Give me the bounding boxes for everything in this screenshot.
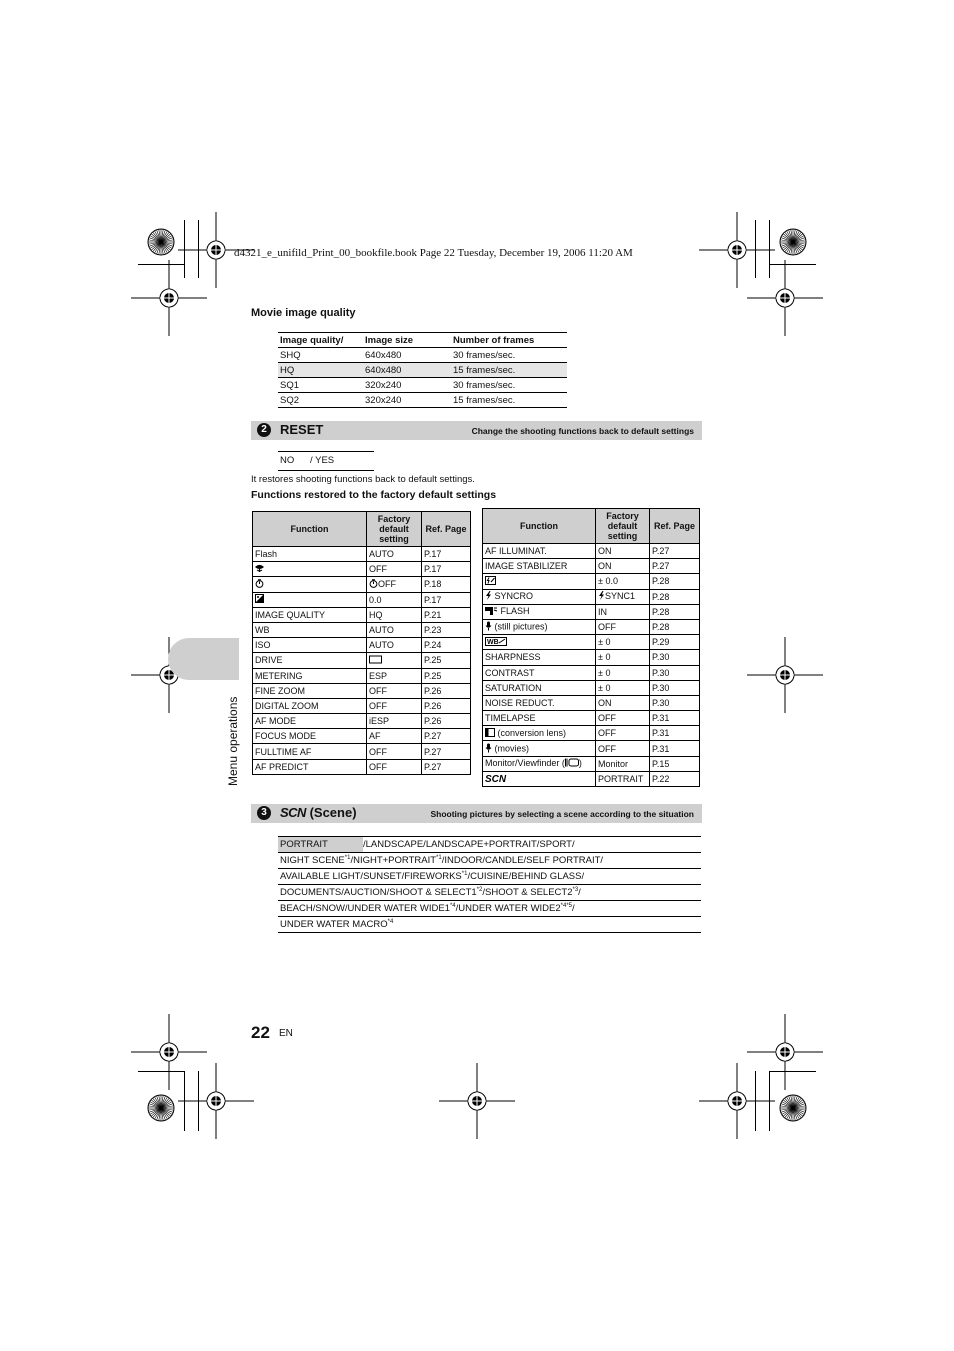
function-name: METERING <box>255 670 303 681</box>
default-setting-value: ON <box>598 697 612 708</box>
defaults-table-right <box>482 508 700 787</box>
conversion-lens-icon <box>485 728 495 739</box>
default-setting-value: Monitor <box>598 758 629 769</box>
default-setting-cell <box>367 729 422 744</box>
scene-options-text: /SHOOT & SELECT2 <box>482 887 573 898</box>
default-setting-cell <box>596 650 650 665</box>
default-setting-value: ± 0.0 <box>598 576 618 587</box>
table-row <box>483 589 700 604</box>
table-row <box>278 363 567 378</box>
function-suffix: ) <box>578 758 582 769</box>
flash-exposure-icon <box>485 576 496 587</box>
ref-page-cell: P.24 <box>422 638 471 653</box>
function-name: (movies) <box>494 742 530 753</box>
function-cell <box>253 638 367 653</box>
default-setting-value: SYNC1 <box>605 591 636 602</box>
ref-page-cell: P.26 <box>422 714 471 729</box>
table-row <box>483 635 700 650</box>
scene-title: SCN (Scene) <box>280 805 357 820</box>
default-setting-cell <box>596 756 650 771</box>
table-row <box>483 726 700 741</box>
default-setting-cell <box>596 711 650 726</box>
default-setting-value: AF <box>369 731 381 742</box>
function-name: SHARPNESS <box>485 652 541 663</box>
col-image-quality: Image quality/ <box>278 333 363 348</box>
table-row <box>483 741 700 756</box>
function-name: AF ILLUMINAT. <box>485 546 547 557</box>
col-image-size: Image size <box>363 333 451 348</box>
function-cell <box>253 547 367 562</box>
scene-description: Shooting pictures by selecting a scene according to the situation <box>430 809 694 819</box>
movie-quality-table <box>278 332 567 408</box>
flash-icon <box>598 591 605 602</box>
footnote-marker: *4 <box>449 903 456 909</box>
self-timer-icon <box>369 579 378 590</box>
function-cell <box>483 695 596 710</box>
print-star-target <box>778 1093 808 1123</box>
page-language: EN <box>279 1028 293 1039</box>
table-cell: 320x240 <box>363 378 451 393</box>
default-setting-cell <box>596 589 650 604</box>
scene-row <box>278 869 701 885</box>
functions-restored-title: Functions restored to the factory default settings <box>251 489 497 501</box>
function-name: IMAGE STABILIZER <box>485 561 568 572</box>
table-row <box>253 562 471 577</box>
ref-page-cell: P.28 <box>650 574 700 589</box>
function-name: AF MODE <box>255 716 297 727</box>
function-name: WB <box>255 625 270 636</box>
table-row <box>253 638 471 653</box>
registration-target <box>437 1061 517 1141</box>
function-cell <box>253 562 367 577</box>
ref-page-cell: P.31 <box>650 711 700 726</box>
wb-comp-icon <box>485 637 507 648</box>
default-setting-value: OFF <box>369 685 387 696</box>
reset-title: RESET <box>280 422 324 437</box>
ref-page-cell: P.15 <box>650 756 700 771</box>
restore-description: It restores shooting functions back to default settings. <box>251 474 475 485</box>
col-ref-page: Ref. Page <box>422 512 471 547</box>
ref-page-cell: P.31 <box>650 741 700 756</box>
scene-options-text: BEACH/SNOW/UNDER WATER WIDE1 <box>280 903 450 914</box>
default-setting-value: ± 0 <box>598 637 611 648</box>
function-cell <box>483 741 596 756</box>
scn-icon: SCN <box>280 805 306 820</box>
col-function: Function <box>253 512 367 547</box>
print-star-target <box>146 1093 176 1123</box>
function-name: FOCUS MODE <box>255 731 317 742</box>
scene-options-text: UNDER WATER MACRO <box>280 919 388 930</box>
registration-target <box>129 258 209 338</box>
function-cell <box>253 759 367 774</box>
scn-icon <box>485 773 509 785</box>
default-setting-cell <box>596 665 650 680</box>
default-setting-cell <box>596 559 650 574</box>
default-setting-value: OFF <box>598 713 616 724</box>
ref-page-cell: P.21 <box>422 607 471 622</box>
table-cell: 640x480 <box>363 348 451 363</box>
footnote-marker: *1 <box>436 855 442 861</box>
table-cell: 15 frames/sec. <box>451 363 567 378</box>
scene-row <box>278 901 701 917</box>
exposure-comp-icon <box>255 594 264 605</box>
footnote-marker: *4 <box>387 919 394 925</box>
ref-page-cell: P.25 <box>422 653 471 668</box>
table-cell: 320x240 <box>363 393 451 408</box>
table-row <box>278 378 567 393</box>
default-setting-value: AUTO <box>369 549 394 560</box>
page-number: 22 <box>251 1023 270 1042</box>
table-cell: SQ1 <box>278 378 363 393</box>
table-cell: 640x480 <box>363 363 451 378</box>
ref-page-cell: P.31 <box>650 726 700 741</box>
function-cell <box>483 604 596 619</box>
table-row <box>483 771 700 786</box>
table-row <box>253 759 471 774</box>
macro-icon <box>255 564 264 575</box>
ref-page-cell: P.26 <box>422 698 471 713</box>
function-cell <box>253 698 367 713</box>
default-setting-value: OFF <box>598 728 616 739</box>
scene-options-text: NIGHT SCENE <box>280 855 345 866</box>
external-flash-icon <box>485 606 498 617</box>
scene-options-text: /LANDSCAPE/LANDSCAPE+PORTRAIT/SPORT/ <box>363 839 575 850</box>
default-setting-value: OFF <box>369 564 387 575</box>
function-cell <box>253 683 367 698</box>
table-row <box>253 547 471 562</box>
ref-page-cell: P.27 <box>650 544 700 559</box>
function-cell <box>253 729 367 744</box>
function-name: FULLTIME AF <box>255 746 312 757</box>
default-setting-value: ± 0 <box>598 667 611 678</box>
col-factory-default: Factory default setting <box>367 512 422 547</box>
scene-row <box>278 917 701 933</box>
function-cell <box>483 635 596 650</box>
table-row <box>253 607 471 622</box>
function-name: (conversion lens) <box>497 727 567 738</box>
default-setting-value: OFF <box>378 578 396 589</box>
print-star-target <box>778 227 808 257</box>
reset-options <box>278 451 374 471</box>
table-row <box>278 393 567 408</box>
default-setting-value: AUTO <box>369 640 394 651</box>
ref-page-cell: P.18 <box>422 577 471 592</box>
function-cell <box>483 619 596 634</box>
function-cell <box>483 574 596 589</box>
defaults-table-left <box>252 511 471 775</box>
default-setting-cell <box>596 574 650 589</box>
table-row <box>483 544 700 559</box>
function-name: SATURATION <box>485 682 542 693</box>
scene-options-text: /UNDER WATER WIDE2 <box>455 903 561 914</box>
scene-options-text: /NIGHT+PORTRAIT <box>350 855 437 866</box>
footnote-marker: *3 <box>572 887 579 893</box>
scene-options-text: /INDOOR/CANDLE/SELF PORTRAIT/ <box>441 855 604 866</box>
ref-page-cell: P.30 <box>650 665 700 680</box>
table-row <box>483 695 700 710</box>
ref-page-cell: P.17 <box>422 562 471 577</box>
table-row <box>253 744 471 759</box>
function-cell <box>483 680 596 695</box>
footnote-marker: *1 <box>461 871 468 877</box>
col-function: Function <box>483 509 596 544</box>
ref-page-cell: P.30 <box>650 695 700 710</box>
function-name: Flash <box>255 549 278 560</box>
function-cell <box>253 577 367 592</box>
function-cell <box>253 744 367 759</box>
default-setting-cell <box>596 544 650 559</box>
function-cell <box>253 714 367 729</box>
svg-text:WB: WB <box>487 638 499 646</box>
table-row <box>253 653 471 668</box>
default-setting-cell <box>367 607 422 622</box>
default-setting-value: OFF <box>369 746 387 757</box>
function-cell <box>483 711 596 726</box>
footnote-marker: *1 <box>344 855 351 861</box>
function-name: (still pictures) <box>494 621 548 632</box>
default-setting-value: ± 0 <box>598 682 611 693</box>
scene-options-text: AVAILABLE LIGHT/SUNSET/FIREWORKS <box>280 871 462 882</box>
ref-page-cell: P.17 <box>422 592 471 607</box>
reset-description: Change the shooting functions back to default settings <box>471 426 694 436</box>
scene-options-text: /CUISINE/BEHIND GLASS/ <box>467 871 585 882</box>
default-setting-cell <box>596 635 650 650</box>
monitor-icon <box>565 758 579 769</box>
table-row <box>483 574 700 589</box>
default-setting-cell <box>596 619 650 634</box>
col-ref-page: Ref. Page <box>650 509 700 544</box>
col-factory-default: Factory default setting <box>596 509 650 544</box>
default-setting-cell <box>596 604 650 619</box>
function-cell <box>483 650 596 665</box>
default-setting-cell <box>367 668 422 683</box>
ref-page-cell: P.27 <box>422 759 471 774</box>
function-cell <box>483 559 596 574</box>
table-row <box>253 592 471 607</box>
chapter-tab <box>168 638 239 680</box>
reset-section-banner <box>251 421 702 440</box>
function-cell <box>253 622 367 637</box>
registration-target <box>176 1061 256 1141</box>
single-frame-icon <box>369 655 382 666</box>
ref-page-cell: P.25 <box>422 668 471 683</box>
table-cell: SQ2 <box>278 393 363 408</box>
table-cell: 15 frames/sec. <box>451 393 567 408</box>
svg-text:SCN: SCN <box>485 773 507 783</box>
function-name: DIGITAL ZOOM <box>255 700 319 711</box>
function-cell <box>483 726 596 741</box>
table-row <box>483 756 700 771</box>
table-row <box>483 711 700 726</box>
default-setting-cell <box>596 695 650 710</box>
default-setting-value: OFF <box>369 761 387 772</box>
default-setting-value: ESP <box>369 670 388 681</box>
function-cell <box>253 653 367 668</box>
default-setting-value: 0.0 <box>369 594 382 605</box>
function-name: TIMELAPSE <box>485 713 536 724</box>
function-name: ISO <box>255 640 271 651</box>
table-row <box>253 622 471 637</box>
table-row <box>253 683 471 698</box>
default-setting-cell <box>367 714 422 729</box>
default-setting-cell <box>367 698 422 713</box>
table-row <box>483 619 700 634</box>
registration-target <box>697 1061 777 1141</box>
ref-page-cell: P.28 <box>650 619 700 634</box>
scene-options <box>278 836 701 933</box>
reset-option-yes[interactable]: / YES <box>310 455 335 466</box>
table-row <box>253 668 471 683</box>
function-name: NOISE REDUCT. <box>485 697 555 708</box>
table-row <box>253 714 471 729</box>
scene-row <box>278 836 701 853</box>
table-cell: 30 frames/sec. <box>451 378 567 393</box>
ref-page-cell: P.27 <box>422 729 471 744</box>
scene-section-banner <box>251 804 702 823</box>
chapter-label: Menu operations <box>226 696 240 786</box>
default-setting-cell <box>367 683 422 698</box>
default-setting-cell <box>596 680 650 695</box>
ref-page-cell: P.23 <box>422 622 471 637</box>
footnote-marker: *4*5 <box>560 903 572 909</box>
footnote-marker: *2 <box>476 887 483 893</box>
scene-options-text: DOCUMENTS/AUCTION/SHOOT & SELECT1 <box>280 887 477 898</box>
function-name: CONTRAST <box>485 667 535 678</box>
function-cell <box>483 771 596 786</box>
function-name: FINE ZOOM <box>255 685 305 696</box>
ref-page-cell: P.22 <box>650 771 700 786</box>
default-setting-value: ON <box>598 561 612 572</box>
function-name: IMAGE QUALITY <box>255 609 326 620</box>
scene-row <box>278 853 701 869</box>
section-number-badge: 2 <box>257 423 271 437</box>
scene-row <box>278 885 701 901</box>
function-cell <box>483 756 596 771</box>
default-setting-cell <box>367 592 422 607</box>
default-setting-value: iESP <box>369 716 390 727</box>
table-row <box>253 729 471 744</box>
print-star-target <box>146 227 176 257</box>
registration-target <box>745 258 825 338</box>
default-setting-value: AUTO <box>369 625 394 636</box>
table-row <box>483 650 700 665</box>
function-cell <box>253 592 367 607</box>
default-setting-value: HQ <box>369 609 383 620</box>
function-cell <box>253 607 367 622</box>
default-setting-cell <box>367 759 422 774</box>
table-cell: HQ <box>278 363 363 378</box>
ref-page-cell: P.17 <box>422 547 471 562</box>
table-row <box>278 348 567 363</box>
table-row <box>253 577 471 592</box>
default-setting-value: ± 0 <box>598 652 611 663</box>
ref-page-cell: P.28 <box>650 604 700 619</box>
default-setting-value: OFF <box>598 622 616 633</box>
function-name: DRIVE <box>255 655 283 666</box>
default-setting-value: PORTRAIT <box>598 773 644 784</box>
default-setting-value: IN <box>598 606 607 617</box>
ref-page-cell: P.28 <box>650 589 700 604</box>
table-row <box>483 665 700 680</box>
default-setting-cell <box>367 562 422 577</box>
table-row <box>483 604 700 619</box>
ref-page-cell: P.27 <box>422 744 471 759</box>
default-setting-value: OFF <box>369 700 387 711</box>
default-setting-cell <box>367 638 422 653</box>
ref-page-cell: P.30 <box>650 680 700 695</box>
scene-default-portrait[interactable]: PORTRAIT <box>278 837 363 852</box>
function-cell <box>483 665 596 680</box>
default-setting-cell <box>367 577 422 592</box>
reset-option-no[interactable]: NO <box>280 455 295 466</box>
function-cell <box>483 589 596 604</box>
default-setting-value: OFF <box>598 743 616 754</box>
default-setting-cell <box>596 771 650 786</box>
movie-quality-title: Movie image quality <box>251 307 356 319</box>
table-cell: SHQ <box>278 348 363 363</box>
scene-options-text: / <box>572 903 575 914</box>
default-setting-cell <box>367 547 422 562</box>
table-row <box>483 559 700 574</box>
self-timer-icon <box>255 579 264 590</box>
ref-page-cell: P.30 <box>650 650 700 665</box>
col-frames: Number of frames <box>451 333 567 348</box>
function-name: FLASH <box>500 606 530 617</box>
ref-page-cell: P.27 <box>650 559 700 574</box>
default-setting-cell <box>367 622 422 637</box>
function-name: AF PREDICT <box>255 761 309 772</box>
registration-target <box>745 635 825 715</box>
table-row <box>483 680 700 695</box>
default-setting-cell <box>596 741 650 756</box>
flash-icon <box>485 591 492 602</box>
scene-options-text: / <box>578 887 581 898</box>
print-file-header: d4321_e_unifild_Print_00_bookfile.book Page 22 Tuesday, December 19, 2006 11:20 AM <box>234 247 633 259</box>
function-cell <box>483 544 596 559</box>
default-setting-value: ON <box>598 546 612 557</box>
function-name: SYNCRO <box>494 591 534 602</box>
default-setting-cell <box>596 726 650 741</box>
default-setting-cell <box>367 744 422 759</box>
ref-page-cell: P.29 <box>650 635 700 650</box>
microphone-icon <box>485 743 492 755</box>
ref-page-cell: P.26 <box>422 683 471 698</box>
table-row <box>253 698 471 713</box>
default-setting-cell <box>367 653 422 668</box>
section-number-badge: 3 <box>257 806 271 820</box>
microphone-icon <box>485 621 492 633</box>
function-name: Monitor/Viewfinder ( <box>485 758 565 769</box>
table-cell: 30 frames/sec. <box>451 348 567 363</box>
function-cell <box>253 668 367 683</box>
